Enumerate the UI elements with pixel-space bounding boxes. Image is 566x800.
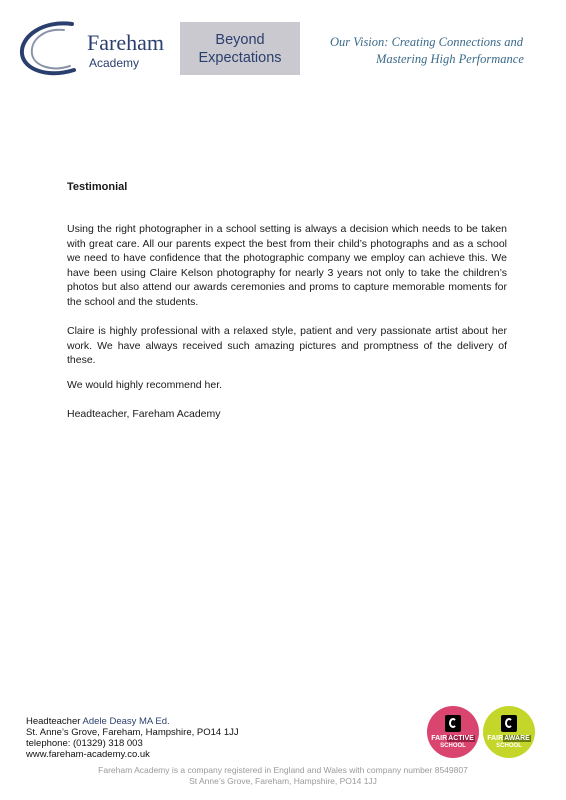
company-registration <box>0 765 566 787</box>
vision-line-1: Our Vision: Creating Connections and <box>330 35 524 49</box>
fair-active-school-badge <box>427 706 479 758</box>
vision-statement <box>320 34 540 68</box>
company-line-1: Fareham Academy is a company registered in England and Wales with company number 8549807 <box>98 765 468 775</box>
badge-word-highlight: AWARE <box>504 735 530 742</box>
headteacher-line <box>26 716 239 727</box>
badge-word-highlight: ACTIVE <box>448 735 474 742</box>
address-line: St. Anne’s Grove, Fareham, Hampshire, PO14 1JJ <box>26 727 239 738</box>
fairtrade-mark-icon <box>501 715 517 732</box>
company-line-2: St Anne’s Grove, Fareham, Hampshire, PO14 1JJ <box>189 776 377 786</box>
badge-subtitle: SCHOOL <box>440 743 466 749</box>
paragraph-3: We would highly recommend her. <box>67 379 223 391</box>
footer-contact <box>26 716 239 760</box>
slogan-box <box>180 22 300 75</box>
school-name: Fareham <box>87 30 164 55</box>
headteacher-name: Adele Deasy MA Ed. <box>82 716 170 727</box>
badge-subtitle: SCHOOL <box>496 743 522 749</box>
telephone-line: telephone: (01329) 318 003 <box>26 738 143 749</box>
slogan-line-1: Beyond <box>215 31 265 48</box>
swoosh-arc-logo <box>14 18 84 80</box>
letter-title: Testimonial <box>67 181 128 193</box>
paragraph-2: Claire is highly professional with a relaxed style, patient and very passionate artist about her work. We have always received such amazing pictures and promptness of the delivery of these. <box>67 325 507 366</box>
website-link[interactable]: www.fareham-academy.co.uk <box>26 749 150 760</box>
vision-line-2: Mastering High Performance <box>376 52 524 66</box>
slogan-line-2: Expectations <box>198 49 282 66</box>
signoff: Headteacher, Fareham Academy <box>67 408 221 420</box>
school-subtitle: Academy <box>89 56 140 70</box>
fair-aware-school-badge <box>483 706 535 758</box>
fairtrade-mark-icon <box>445 715 461 732</box>
headteacher-label: Headteacher <box>26 716 83 727</box>
badge-word: FAIR <box>431 735 448 742</box>
paragraph-1: Using the right photographer in a school setting is always a decision which needs to be taken with great care. All our parents expect the best from their child’s photographs and as a school we need to have confidence that the photographic company we employ can achieve this. We have been using Claire Kelson photography for nearly 3 years not only to take the children’s photos but also attend our awards ceremonies and proms to capture memorable moments for the school and the students. <box>67 223 507 308</box>
badge-word: FAIR <box>487 735 504 742</box>
